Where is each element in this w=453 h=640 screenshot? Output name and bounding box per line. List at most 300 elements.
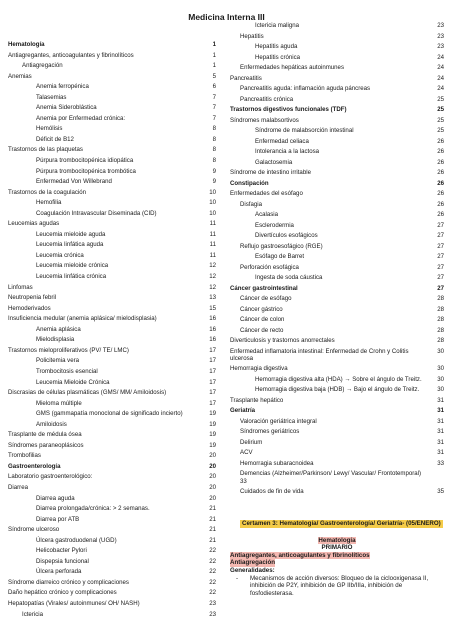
toc-entry <box>230 190 444 197</box>
toc-entry <box>230 264 444 271</box>
toc-entry-page: 26 <box>437 179 444 187</box>
toc-entry-page: 20 <box>209 473 216 481</box>
toc-entry-title: Esclerodermia <box>255 221 294 229</box>
toc-entry <box>230 159 444 166</box>
toc-entry <box>8 262 216 269</box>
toc-entry <box>230 470 444 485</box>
toc-entry-page: 13 <box>209 294 216 302</box>
toc-entry-title: Trastornos de las plaquetas <box>8 146 83 154</box>
toc-left-column <box>8 41 216 621</box>
toc-entry <box>8 484 216 491</box>
toc-entry <box>8 315 216 322</box>
primario-label: PRIMARIO <box>321 544 353 552</box>
toc-entry-page: 20 <box>209 452 216 460</box>
toc-entry-page: 23 <box>209 599 216 607</box>
page-title: Medicina Interna III <box>188 12 265 22</box>
toc-entry-page: 23 <box>437 32 444 40</box>
toc-entry <box>8 83 216 90</box>
toc-entry-title: Enfermedad Von Willebrand <box>36 178 112 186</box>
toc-entry-page: 15 <box>209 304 216 312</box>
subtopic-heading: Antiagregación <box>230 559 276 567</box>
toc-entry-page: 8 <box>212 135 216 143</box>
toc-entry <box>230 376 444 383</box>
toc-entry-title: Gastroenterología <box>8 462 61 470</box>
toc-entry-title: Úlcera gastroduodenal (UGD) <box>36 536 117 544</box>
toc-entry-page: 5 <box>212 72 216 80</box>
toc-entry-title: Hepatitis crónica <box>255 53 301 61</box>
toc-entry-title: Pancreatitis crónica <box>240 95 294 103</box>
toc-entry-title: Helicobacter Pylori <box>36 547 87 555</box>
toc-entry <box>8 273 216 280</box>
toc-entry-page: 26 <box>437 190 444 197</box>
toc-entry-page: 19 <box>209 441 216 449</box>
toc-entry <box>8 326 216 333</box>
toc-entry-page: 11 <box>209 241 216 249</box>
toc-entry <box>230 397 444 404</box>
toc-entry-title: Trastornos de la coagulación <box>8 188 87 196</box>
toc-entry-page: 12 <box>209 262 216 270</box>
toc-entry-page: 11 <box>209 230 216 238</box>
toc-entry-page: 17 <box>209 346 216 354</box>
toc-entry-title: Pancreatitis aguda: inflamación aguda páncreas <box>240 85 371 92</box>
toc-entry-title: Disfagia <box>240 200 263 208</box>
toc-entry-page: 22 <box>209 578 216 586</box>
toc-entry-title: Púrpura trombocitopénica idiopática <box>36 157 134 165</box>
toc-entry-page: 26 <box>437 200 444 208</box>
toc-entry-page: 24 <box>437 53 444 61</box>
toc-entry <box>8 52 216 59</box>
toc-entry-title: Antiagregación <box>22 62 63 70</box>
toc-entry-title: Enfermedad celiaca <box>255 137 309 145</box>
toc-entry-title: Anemias <box>8 72 32 80</box>
bullet-marker: - <box>236 574 239 582</box>
toc-entry-page: 1 <box>212 51 216 59</box>
toc-entry <box>230 327 444 334</box>
toc-entry-title: Valoración geriátrica integral <box>240 417 317 425</box>
toc-entry-title: Diarrea <box>8 483 28 491</box>
toc-entry-page: 35 <box>437 488 444 496</box>
toc-entry-title: Déficit de B12 <box>36 135 74 143</box>
toc-entry-page: 9 <box>212 178 216 186</box>
toc-entry <box>8 252 216 259</box>
toc-entry-page: 19 <box>209 410 216 418</box>
toc-entry-title: Talasemias <box>36 93 67 101</box>
toc-entry <box>230 428 444 435</box>
toc-entry-title: Hepatopatías (Virales/ autoinmunes/ OH/ NASH) <box>8 599 140 607</box>
toc-entry-title: Discrasias de células plasmáticas (GMS/ MM/ Amiloidosis) <box>8 389 167 397</box>
toc-entry <box>230 460 444 467</box>
toc-entry-page: 27 <box>437 284 444 292</box>
toc-entry-page: 26 <box>437 211 444 218</box>
toc-entry <box>8 611 216 618</box>
toc-entry-page: 20 <box>209 483 216 491</box>
toc-entry-title: Geriatría <box>230 407 256 415</box>
toc-entry-title: Leucemia linfática crónica <box>36 273 107 281</box>
toc-entry-title: Acalasia <box>255 211 279 218</box>
toc-entry <box>230 449 444 456</box>
toc-entry-page: 22 <box>209 547 216 555</box>
toc-entry <box>230 43 444 50</box>
toc-entry-page: 30 <box>437 386 444 394</box>
toc-entry <box>8 558 216 565</box>
toc-entry-title: Hemorragia digestiva baja (HDB) → Bajo el ángulo de Treitz. <box>255 386 420 394</box>
toc-entry <box>8 473 216 480</box>
toc-entry-title: Síndromes geriátricos <box>240 428 300 436</box>
toc-entry-title: Cáncer de recto <box>240 326 284 334</box>
toc-entry-title: Cáncer gastrointestinal <box>230 284 298 292</box>
toc-entry-page: 25 <box>437 116 444 124</box>
toc-entry-title: Enfermedades del esófago <box>230 190 303 197</box>
toc-entry-page: 25 <box>437 95 444 103</box>
toc-entry-page: 27 <box>437 242 444 250</box>
toc-entry <box>230 274 444 281</box>
toc-entry <box>8 125 216 132</box>
toc-entry-title: Anemia ferropénica <box>36 83 89 91</box>
toc-entry-page: 10 <box>209 209 216 217</box>
toc-entry <box>230 488 444 495</box>
body-start <box>230 520 444 597</box>
bullet-text: Mecanismos de acción diversos: Bloqueo de la ciclooxigenasa II, inhibición de P2Y, inhibición de GP IIb/IIIa, inhibición de fosfodiesterasa. <box>250 574 429 597</box>
toc-entry <box>8 579 216 586</box>
toc-entry-page: 27 <box>437 274 444 281</box>
toc-entry <box>8 294 216 301</box>
toc-entry-page: 33 <box>437 459 444 467</box>
toc-entry-page: 11 <box>209 220 216 228</box>
toc-entry-title: Trasplante hepático <box>230 396 284 404</box>
toc-entry <box>8 452 216 459</box>
toc-entry <box>230 306 444 313</box>
toc-entry-page: 31 <box>437 396 444 404</box>
toc-entry-title: Diverticulosis y trastornos anorrectales <box>230 337 335 344</box>
toc-entry-title: Hematología <box>8 41 45 48</box>
toc-entry-title: Hemorragia subaracnoidea <box>240 459 314 467</box>
toc-entry-page: 6 <box>212 83 216 91</box>
toc-entry <box>8 157 216 164</box>
toc-entry-title: Policitemia vera <box>36 357 80 365</box>
toc-entry-page: 31 <box>437 428 444 436</box>
toc-entry <box>8 284 216 291</box>
toc-entry-title: Delirium <box>240 438 263 446</box>
toc-entry-title: Daño hepático crónico y complicaciones <box>8 589 117 597</box>
toc-entry-page: 7 <box>212 93 216 101</box>
toc-entry <box>8 600 216 607</box>
toc-entry-title: Antiagregantes, anticoagulantes y fibrinolíticos <box>8 51 134 59</box>
toc-entry <box>230 22 444 29</box>
toc-entry <box>230 285 444 292</box>
toc-entry <box>230 169 444 176</box>
toc-entry-title: Hepatitis aguda <box>255 43 298 50</box>
toc-entry <box>8 431 216 438</box>
toc-entry-title: Trombocitosis esencial <box>36 367 98 375</box>
toc-entry-page: 28 <box>437 326 444 334</box>
toc-entry-page: 16 <box>209 336 216 344</box>
toc-entry-title: ACV <box>240 449 253 457</box>
toc-entry-page: 9 <box>212 167 216 175</box>
toc-entry-title: GMS (gammapatía monoclonal de significado incierto) <box>36 410 183 418</box>
toc-entry-page: 17 <box>209 357 216 365</box>
toc-entry-page: 12 <box>209 283 216 291</box>
toc-entry <box>230 348 444 363</box>
toc-entry-title: Trombofilias <box>8 452 41 460</box>
toc-entry-page: 16 <box>209 315 216 323</box>
toc-entry-title: Dispepsia funcional <box>36 557 89 565</box>
toc-entry-page: 25 <box>437 127 444 134</box>
toc-entry <box>230 138 444 145</box>
toc-entry-title: Pancreatitis <box>230 74 262 82</box>
toc-entry <box>230 407 444 414</box>
toc-entry <box>8 516 216 523</box>
toc-entry <box>8 146 216 153</box>
toc-entry-title: Anemia por Enfermedad crónica: <box>36 114 126 122</box>
toc-entry-page: 20 <box>209 462 216 470</box>
toc-entry-page: 21 <box>209 526 216 534</box>
toc-entry-title: Reflujo gastroesofágico (RGE) <box>240 242 323 250</box>
toc-entry <box>230 117 444 124</box>
toc-entry <box>8 94 216 101</box>
toc-entry <box>230 295 444 302</box>
toc-entry <box>8 368 216 375</box>
toc-entry <box>8 421 216 428</box>
toc-entry-title: Síndrome de malabsorción intestinal <box>255 127 354 134</box>
toc-entry-title: Enfermedades hepáticas autoinmunes <box>240 64 344 71</box>
toc-entry-title: Hemofilia <box>36 199 62 207</box>
certamen-banner: Certamen 3: Hematología/ Gastroenterología/ Geriatría- (05/ENERO) <box>242 520 441 527</box>
toc-entry <box>8 389 216 396</box>
toc-entry <box>230 316 444 323</box>
toc-entry <box>8 136 216 143</box>
toc-entry-title: Síndromes paraneoplásicos <box>8 441 84 449</box>
toc-right-column <box>230 22 444 499</box>
toc-entry-title: Cuidados de fin de vida <box>240 488 304 496</box>
toc-entry <box>230 54 444 61</box>
toc-entry-title: Síndrome de intestino irritable <box>230 169 311 176</box>
toc-entry-title: Coagulación Intravascular Diseminada (CID) <box>36 209 157 217</box>
toc-entry <box>8 442 216 449</box>
toc-entry-title: Diarrea prolongada/crónica: > 2 semanas. <box>36 505 150 513</box>
toc-entry-page: 22 <box>209 589 216 597</box>
toc-entry <box>8 568 216 575</box>
toc-entry-page: 26 <box>437 158 444 166</box>
toc-entry-title: Insuficiencia medular (anemia aplásica/ mielodisplasia) <box>8 315 157 323</box>
toc-entry-title: Mielodisplasia <box>36 336 75 344</box>
toc-entry <box>230 106 444 113</box>
toc-entry-title: Galactosemia <box>255 158 293 166</box>
toc-entry-page: 23 <box>209 610 216 618</box>
toc-entry-page: 27 <box>437 232 444 239</box>
toc-entry-title: Linfomas <box>8 283 33 291</box>
toc-entry-page: 22 <box>209 557 216 565</box>
toc-entry-page: 26 <box>437 148 444 155</box>
toc-entry <box>8 104 216 111</box>
toc-entry-page: 24 <box>437 85 444 92</box>
toc-entry <box>8 73 216 80</box>
toc-entry-page: 7 <box>212 114 216 122</box>
toc-entry-title: Anemia Sideroblástica <box>36 104 97 112</box>
toc-entry <box>230 211 444 218</box>
toc-entry-title: Hemorragia digestiva <box>230 365 288 373</box>
toc-entry-page: 17 <box>209 399 216 407</box>
toc-entry-title: Leucemia Mieloide Crónica <box>36 378 110 386</box>
toc-entry-title: Síndrome diarreico crónico y complicaciones <box>8 578 129 586</box>
toc-entry-page: 1 <box>212 62 216 70</box>
toc-entry-title: Hepatitis <box>240 32 264 40</box>
toc-entry-title: Cáncer de esófago <box>240 295 292 302</box>
toc-entry <box>8 526 216 533</box>
toc-entry <box>8 189 216 196</box>
toc-entry <box>8 336 216 343</box>
bullet-item <box>236 575 444 598</box>
toc-entry-page: 8 <box>212 146 216 154</box>
toc-entry-title: Úlcera perforada <box>36 568 82 576</box>
toc-entry-title: Enfermedad inflamatoria intestinal: Enfermedad de Crohn y Colitis ulcerosa <box>230 347 409 362</box>
toc-entry-title: Trasplante de médula ósea <box>8 431 82 439</box>
toc-entry <box>230 180 444 187</box>
toc-entry-title: Púrpura trombocitopénica trombótica <box>36 167 136 175</box>
toc-entry-page: 23 <box>437 22 444 29</box>
toc-entry-page: 27 <box>437 263 444 271</box>
toc-entry-page: 28 <box>437 295 444 302</box>
toc-entry <box>8 305 216 312</box>
toc-entry-page: 23 <box>437 43 444 50</box>
toc-entry-page: 17 <box>209 378 216 386</box>
toc-entry-page: 10 <box>209 188 216 196</box>
toc-entry <box>8 495 216 502</box>
toc-entry-page: 20 <box>209 494 216 502</box>
toc-entry-title: Hemoderivados <box>8 304 51 312</box>
toc-entry-title: Síndromes malabsortivos <box>230 116 299 124</box>
toc-entry-page: 28 <box>437 305 444 313</box>
toc-entry-title: Síndrome ulceroso <box>8 526 60 534</box>
toc-entry <box>8 589 216 596</box>
toc-entry <box>230 148 444 155</box>
toc-entry-title: Leucemia linfática aguda <box>36 241 104 249</box>
toc-entry <box>8 115 216 122</box>
toc-entry <box>8 400 216 407</box>
toc-entry-page: 24 <box>437 64 444 71</box>
toc-entry-page: 7 <box>212 104 216 112</box>
toc-entry <box>8 505 216 512</box>
toc-entry <box>8 62 216 69</box>
toc-entry <box>8 210 216 217</box>
toc-entry-page: 12 <box>209 273 216 281</box>
toc-entry-title: Cáncer gástrico <box>240 305 283 313</box>
toc-entry <box>8 410 216 417</box>
toc-entry-title: Constipación <box>230 179 269 187</box>
toc-entry-title: Esófago de Barret <box>255 253 305 260</box>
toc-entry <box>230 337 444 344</box>
toc-entry <box>230 75 444 82</box>
toc-entry-title: Diarrea por ATB <box>36 515 80 523</box>
toc-entry-title: Leucemias agudas <box>8 220 60 228</box>
toc-entry-page: 31 <box>437 407 444 415</box>
toc-entry-title: Ictericia maligna <box>255 22 300 29</box>
toc-entry-page: 31 <box>437 449 444 457</box>
toc-entry-page: 22 <box>209 568 216 576</box>
toc-entry-page: 27 <box>437 221 444 229</box>
toc-entry-title: Cáncer de colon <box>240 316 285 323</box>
toc-entry <box>8 220 216 227</box>
toc-entry-page: 25 <box>437 106 444 113</box>
toc-entry <box>230 64 444 71</box>
toc-entry-page: 17 <box>209 367 216 375</box>
generalidades-heading: Generalidades: <box>230 566 275 574</box>
toc-entry-page: 27 <box>437 253 444 260</box>
toc-entry <box>8 537 216 544</box>
toc-entry <box>8 241 216 248</box>
toc-entry-page: 1 <box>212 41 216 48</box>
toc-entry-title: Divertículos esofágicos <box>255 232 318 239</box>
toc-entry-page: 31 <box>437 417 444 425</box>
toc-entry <box>8 178 216 185</box>
toc-entry-title: Trastornos digestivos funcionales (TDF) <box>230 106 347 113</box>
toc-entry-page: 31 <box>437 438 444 446</box>
toc-entry-page: 16 <box>209 325 216 333</box>
toc-entry-page: 21 <box>209 536 216 544</box>
toc-entry <box>8 547 216 554</box>
toc-entry-page: 8 <box>212 157 216 165</box>
toc-entry <box>230 418 444 425</box>
section-heading: Hematología <box>318 536 356 544</box>
toc-entry-title: Leucemia mieloide crónica <box>36 262 109 270</box>
toc-entry-page: 21 <box>209 515 216 523</box>
toc-entry-page: 30 <box>437 375 444 383</box>
toc-entry-title: Hemólisis <box>36 125 63 133</box>
toc-entry-page: 11 <box>209 251 216 259</box>
toc-entry-title: Leucemia crónica <box>36 251 84 259</box>
toc-entry-page: 19 <box>209 420 216 428</box>
toc-entry-title: Neutropenia febril <box>8 294 57 302</box>
toc-entry <box>230 386 444 393</box>
toc-entry-title: Diarrea aguda <box>36 494 75 502</box>
toc-entry <box>230 85 444 92</box>
toc-entry <box>230 365 444 372</box>
toc-entry <box>8 199 216 206</box>
toc-entry-page: 28 <box>437 316 444 323</box>
topic-heading: Antiagregantes, anticoagulantes y fibrinolíticos <box>230 551 370 559</box>
toc-entry-page: 28 <box>437 337 444 344</box>
toc-entry-page: 26 <box>437 169 444 176</box>
toc-entry <box>8 347 216 354</box>
toc-entry-title: Trastornos mieloproliferativos (PV/ TE/ LMC) <box>8 346 129 354</box>
toc-entry-title: Amiloidosis <box>36 420 67 428</box>
toc-entry <box>230 232 444 239</box>
toc-entry-page: 8 <box>212 125 216 133</box>
toc-entry <box>230 243 444 250</box>
toc-entry-page: 30 <box>437 365 444 373</box>
toc-entry <box>230 201 444 208</box>
toc-entry-page: 26 <box>437 137 444 145</box>
toc-entry <box>8 168 216 175</box>
toc-entry-title: Leucemia mieloide aguda <box>36 230 106 238</box>
toc-entry-page: 30 <box>437 347 444 355</box>
toc-entry <box>230 127 444 134</box>
toc-entry <box>230 222 444 229</box>
toc-entry <box>8 357 216 364</box>
toc-entry <box>230 33 444 40</box>
toc-entry-title: Laboratorio gastroenterológico: <box>8 473 93 481</box>
toc-entry <box>8 231 216 238</box>
toc-entry <box>230 253 444 260</box>
toc-entry-title: Demencias (Alzheimer/Parkinson/ Lewy/ Vascular/ Frontotemporal) 33 <box>240 470 422 485</box>
toc-entry-page: 19 <box>209 431 216 439</box>
toc-entry-title: Perforación esofágica <box>240 263 299 271</box>
toc-entry-page: 24 <box>437 74 444 82</box>
toc-entry-title: Ictericia <box>22 610 43 618</box>
toc-entry-title: Anemia aplásica <box>36 325 81 333</box>
toc-entry-title: Ingesta de soda cáustica <box>255 274 323 281</box>
toc-entry <box>8 379 216 386</box>
toc-entry-title: Mieloma múltiple <box>36 399 82 407</box>
